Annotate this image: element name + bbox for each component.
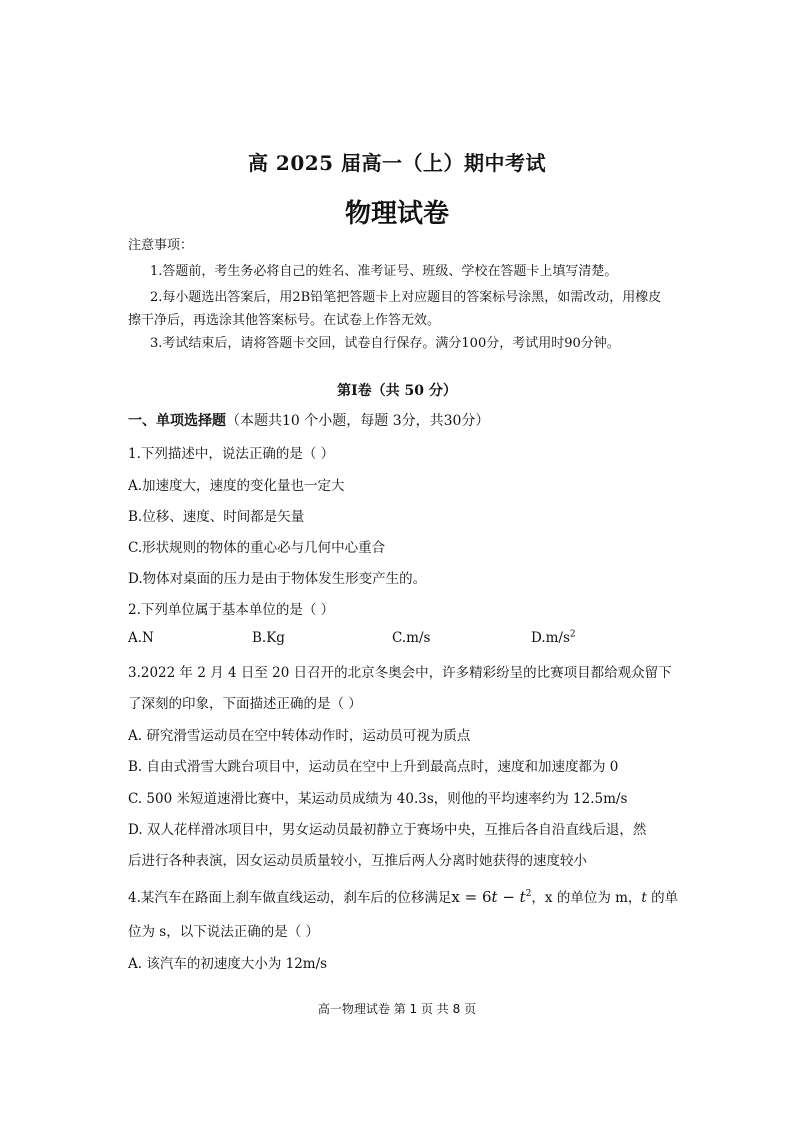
formula-minus: − — [497, 888, 520, 906]
question-4-stem-line-2: 位为 s，以下说法正确的是（ ） — [128, 924, 320, 940]
question-4-option-a: A. 该汽车的初速度大小为 12m/s — [128, 956, 328, 972]
question-3-option-c: C. 500 米短道速滑比赛中，某运动员成绩为 40.3s，则他的平均速率约为 12.5m/s — [128, 791, 628, 807]
question-1-option-c: C.形状规则的物体的重心必与几何中心重合 — [128, 540, 386, 556]
question-2-option-d-sup: 2 — [569, 629, 576, 640]
exam-title: 高 2025 届高一（上）期中考试 — [247, 151, 547, 175]
question-4-stem-pre: 4.某汽车在路面上刹车做直线运动，刹车后的位移满足 — [128, 890, 452, 906]
notice-item-1: 1.答题前，考生务必将自己的姓名、准考证号、班级、学校在答题卡上填写清楚。 — [150, 264, 618, 279]
notice-item-3: 3.考试结束后，请将答题卡交回，试卷自行保存。满分100分，考试用时90分钟。 — [150, 336, 620, 351]
question-1-stem: 1.下列描述中，说法正确的是（ ） — [128, 446, 335, 462]
question-2-option-a: A.N — [128, 630, 154, 646]
question-4-formula — [451, 888, 531, 906]
question-2-option-b: B.Kg — [252, 630, 285, 646]
formula-t: t — [491, 888, 498, 906]
formula-sup: 2 — [525, 889, 532, 899]
question-1-option-d: D.物体对桌面的压力是由于物体发生形变产生的。 — [128, 571, 427, 587]
part-heading-bold: 一、单项选择题 — [128, 413, 226, 429]
exam-subtitle: 物理试卷 — [344, 199, 449, 229]
question-4-t-italic: t — [641, 890, 647, 906]
question-2-stem: 2.下列单位属于基本单位的是（ ） — [128, 602, 335, 618]
question-2-option-d — [531, 630, 576, 646]
question-3-stem-line-1: 3.2022 年 2 月 4 日至 20 日召开的北京冬奥会中，许多精彩纷呈的比赛项目都给观众留下 — [128, 665, 672, 681]
question-2-option-c: C.m/s — [392, 630, 431, 646]
question-3-option-d-line-2: 后进行各种表演，因女运动员质量较小，互推后两人分离时她获得的速度较小 — [128, 853, 587, 869]
question-1-option-b: B.位移、速度、时间都是矢量 — [128, 509, 305, 525]
question-2-option-d-text: D.m/s — [531, 630, 570, 646]
question-3-option-a: A. 研究滑雪运动员在空中转体动作时，运动员可视为质点 — [128, 728, 471, 744]
question-3-stem-line-2: 了深刻的印象，下面描述正确的是（ ） — [128, 696, 362, 712]
part-heading — [128, 410, 489, 430]
question-4-stem-end: 的单 — [646, 890, 679, 906]
section-title: 第Ⅰ卷（共 50 分） — [337, 383, 457, 399]
question-4-stem-mid: ，x 的单位为 m， — [531, 890, 642, 906]
question-3-option-d-line-1: D. 双人花样滑冰项目中，男女运动员最初静立于赛场中央，互推后各自沿直线后退，然 — [128, 822, 647, 838]
part-heading-rest: （本题共10 个小题，每题 3分，共30分） — [226, 413, 490, 429]
formula-t2: t — [519, 888, 526, 906]
question-4-stem-line-1 — [128, 886, 678, 906]
formula-x: x — [451, 888, 460, 906]
question-1-option-a: A.加速度大，速度的变化量也一定大 — [128, 478, 345, 494]
formula-eq: = 6 — [459, 888, 492, 906]
question-3-option-b: B. 自由式滑雪大跳台项目中，运动员在空中上升到最高点时，速度和加速度都为 0 — [128, 759, 619, 775]
notice-item-2-line-2: 擦干净后，再选涂其他答案标号。在试卷上作答无效。 — [128, 313, 441, 328]
page-footer: 高一物理试卷 第 1 页 共 8 页 — [317, 1002, 477, 1016]
notice-heading: 注意事项： — [128, 238, 194, 253]
notice-item-2-line-1: 2.每小题选出答案后，用2B铅笔把答题卡上对应题目的答案标号涂黑，如需改动，用橡皮 — [150, 290, 662, 305]
